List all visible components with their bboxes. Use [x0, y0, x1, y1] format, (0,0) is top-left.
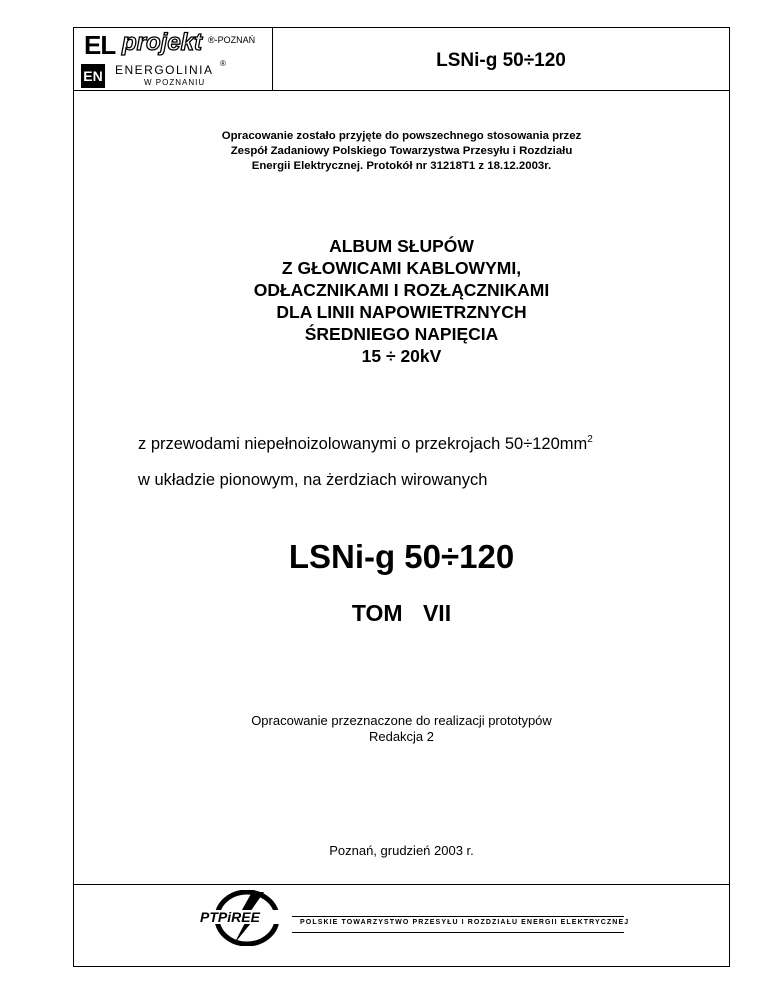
logo-energolinia-text: ENERGOLINIA	[115, 63, 214, 77]
footer-rule-bottom	[292, 932, 624, 933]
subtitle-line-2: w układzie pionowym, na żerdziach wirowanych	[138, 471, 488, 489]
purpose-line-1: Opracowanie przeznaczone do realizacji prototypów	[251, 713, 552, 728]
logo-en-badge: EN	[81, 64, 105, 88]
approval-line-2: Zespół Zadaniowy Polskiego Towarzystwa Przesyłu i Rozdziału	[230, 145, 573, 157]
approval-note	[74, 129, 729, 174]
logo-w-poznaniu-text: W POZNANIU	[144, 78, 206, 87]
footer-rule-top	[292, 916, 624, 917]
document-title	[74, 235, 729, 367]
subtitle-superscript: 2	[587, 434, 593, 445]
footer-organization-name: POLSKIE TOWARZYSTWO PRZESYŁU I ROZDZIAŁU ENERGII ELEKTRYCZNEJ	[300, 919, 630, 926]
title-line-4: DLA LINII NAPOWIETRZNYCH	[276, 302, 527, 322]
title-line-5: ŚREDNIEGO NAPIĘCIA	[304, 324, 499, 344]
logo-projekt-text: projekt	[122, 29, 203, 56]
purpose-line-2: Redakcja 2	[368, 729, 435, 744]
title-line-1: ALBUM SŁUPÓW	[329, 236, 474, 256]
logo-el-text: EL	[84, 30, 116, 60]
ptpiree-logo-text: PTPiREE	[200, 909, 260, 925]
approval-line-1: Opracowanie zostało przyjęte do powszechnego stosowania przez	[221, 130, 582, 142]
page-frame	[73, 27, 730, 967]
volume-label: TOM VII	[351, 600, 452, 626]
header-divider	[74, 90, 729, 91]
header-document-code: LSNi-g 50÷120	[436, 50, 566, 71]
footer-divider	[74, 884, 729, 885]
logo-registered-mark: ®	[220, 59, 226, 68]
purpose-note	[74, 713, 729, 745]
place-and-date: Poznań, grudzień 2003 r.	[329, 843, 474, 858]
title-line-3: ODŁACZNIKAMI I ROZŁĄCZNIKAMI	[253, 280, 550, 300]
logo-poznan-text: ®-POZNAŃ	[208, 35, 256, 45]
approval-line-3: Energii Elektrycznej. Protokół nr 31218T1 z 18.12.2003r.	[251, 160, 552, 172]
subtitle-line-1: z przewodami niepełnoizolowanymi o przekrojach 50÷120mm	[138, 435, 588, 453]
title-line-2: Z GŁOWICAMI KABLOWYMI,	[281, 258, 522, 278]
title-line-6: 15 ÷ 20kV	[361, 346, 442, 366]
main-document-code: LSNi-g 50÷120	[288, 538, 515, 575]
ptpiree-logo	[188, 890, 306, 946]
document-subtitle	[138, 426, 593, 498]
